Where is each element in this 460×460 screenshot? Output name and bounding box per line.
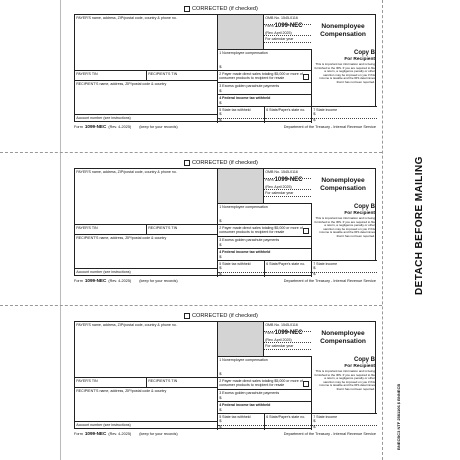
footer-form-number: 1099-NEC bbox=[84, 431, 107, 436]
box-4-dollar: $ bbox=[219, 254, 222, 260]
box-2-label-line-2: consumer products to recipient for resale bbox=[219, 75, 285, 80]
important-tax-note: This is important tax information and is being furnished to the IRS. If you are required to file a return, a negligence penalty or other sanction may be imposed on you if this income is taxable and the IRS determines that it has not been reported. bbox=[314, 62, 375, 84]
box-4-label: 4 Federal income tax withheld bbox=[219, 402, 271, 407]
box-2-checkbox[interactable] bbox=[303, 381, 309, 387]
box-5-dollar-1: $ bbox=[219, 265, 222, 271]
account-number-label: Account number (see instructions) bbox=[76, 115, 131, 120]
box-5-dollar-2: $ bbox=[219, 424, 222, 430]
gray-box bbox=[217, 15, 263, 49]
corrected-checkbox[interactable] bbox=[184, 313, 190, 319]
box-1-label: 1 Nonemployee compensation bbox=[219, 204, 268, 209]
box-7[interactable] bbox=[311, 413, 377, 430]
account-number-box[interactable] bbox=[75, 114, 217, 123]
payer-tin-box[interactable] bbox=[75, 70, 146, 80]
box-6-label: 6 State/Payer's state no. bbox=[266, 414, 306, 419]
form-title bbox=[311, 17, 375, 47]
box-5-dollar-2: $ bbox=[219, 271, 222, 277]
box-3-dollar: $ bbox=[219, 88, 222, 94]
box-1[interactable] bbox=[217, 203, 311, 224]
recipient-tin-box[interactable] bbox=[146, 70, 217, 80]
title-line-1: Nonemployee bbox=[321, 177, 365, 184]
copy-b-label: Copy B bbox=[354, 357, 375, 363]
account-number-label: Account number (see instructions) bbox=[76, 269, 131, 274]
footer-revision: (Rev. 4-2025) bbox=[108, 278, 132, 283]
box-6-label: 6 State/Payer's state no. bbox=[266, 261, 306, 266]
title-line-1: Nonemployee bbox=[321, 330, 365, 337]
box-1-dollar: $ bbox=[219, 218, 222, 224]
form-title bbox=[311, 324, 375, 354]
omb-number: OMB No. 1545-0116 bbox=[265, 169, 298, 174]
omb-form-box bbox=[263, 15, 311, 49]
box-1-dollar: $ bbox=[219, 371, 222, 377]
payer-tin-label: PAYER'S TIN bbox=[76, 225, 98, 230]
form-prefix: Form bbox=[265, 23, 274, 28]
box-2-label-line-1: 2 Payer made direct sales totaling $5,000 or more of bbox=[219, 71, 303, 76]
box-7-label: 7 State income bbox=[313, 414, 338, 419]
box-2-label-line-1: 2 Payer made direct sales totaling $5,000 or more of bbox=[219, 378, 303, 383]
title-line-2: Compensation bbox=[320, 337, 366, 345]
form-number: 1099-NEC bbox=[274, 176, 303, 183]
box-5[interactable] bbox=[217, 106, 264, 123]
box-7-dollar-2: $ bbox=[313, 117, 316, 123]
box-2-checkbox[interactable] bbox=[303, 74, 309, 80]
gray-box bbox=[217, 322, 263, 356]
box-2 bbox=[217, 70, 311, 82]
box-5-dollar-1: $ bbox=[219, 418, 222, 424]
form-prefix: Form bbox=[265, 177, 274, 182]
box-5[interactable] bbox=[217, 260, 264, 277]
recipient-name-label: RECIPIENT'S name, address, ZIP/postal code & country bbox=[76, 388, 167, 393]
box-3[interactable] bbox=[217, 82, 311, 94]
footer-form-prefix: Form bbox=[74, 278, 83, 283]
corrected-label: CORRECTED (if checked) bbox=[192, 160, 258, 166]
payer-name-box[interactable] bbox=[75, 169, 217, 224]
box-4-label: 4 Federal income tax withheld bbox=[219, 95, 271, 100]
box-3-dollar: $ bbox=[219, 242, 222, 248]
box-7-dollar-2: $ bbox=[313, 424, 316, 430]
vertical-perforation bbox=[382, 0, 383, 460]
calendar-year-label: For calendar year bbox=[265, 36, 294, 41]
box-6[interactable] bbox=[264, 413, 311, 430]
box-6[interactable] bbox=[264, 106, 311, 123]
footer-revision: (Rev. 4-2025) bbox=[108, 431, 132, 436]
box-5-label: 5 State tax withheld bbox=[219, 261, 251, 266]
footer-form-prefix: Form bbox=[74, 431, 83, 436]
payer-tin-label: PAYER'S TIN bbox=[76, 71, 98, 76]
form-title bbox=[311, 171, 375, 201]
footer-keep-records: (keep for your records) bbox=[139, 431, 178, 436]
recipient-tin-label: RECIPIENT'S TIN bbox=[148, 71, 178, 76]
payer-tin-box[interactable] bbox=[75, 224, 146, 234]
form-number: 1099-NEC bbox=[274, 329, 303, 336]
copy-b-label: Copy B bbox=[354, 204, 375, 210]
payer-name-label: PAYER'S name, address, ZIP/postal code, country & phone no. bbox=[76, 15, 177, 20]
detach-before-mailing-text bbox=[412, 155, 432, 295]
footer-form-prefix: Form bbox=[74, 124, 83, 129]
recipient-tin-label: RECIPIENT'S TIN bbox=[148, 225, 178, 230]
payer-tin-label: PAYER'S TIN bbox=[76, 378, 98, 383]
calendar-year-label: For calendar year bbox=[265, 343, 294, 348]
recipient-name-box[interactable] bbox=[75, 80, 217, 114]
box-2 bbox=[217, 377, 311, 389]
omb-number: OMB No. 1545-0116 bbox=[265, 322, 298, 327]
box-7-dollar-1: $ bbox=[313, 418, 316, 424]
box-3-dollar: $ bbox=[219, 395, 222, 401]
box-1[interactable] bbox=[217, 356, 311, 377]
box-1[interactable] bbox=[217, 49, 311, 70]
gray-box bbox=[217, 169, 263, 203]
form-footer bbox=[74, 277, 376, 284]
revision-date: (Rev. April 2025) bbox=[265, 185, 292, 189]
payer-tin-box[interactable] bbox=[75, 377, 146, 387]
revision-date: (Rev. April 2025) bbox=[265, 31, 292, 35]
footer-form-number: 1099-NEC bbox=[84, 124, 107, 129]
horizontal-perforation-1 bbox=[0, 152, 382, 153]
box-4[interactable] bbox=[217, 401, 311, 413]
copy-b-label: Copy B bbox=[354, 50, 375, 56]
payer-name-label: PAYER'S name, address, ZIP/postal code, country & phone no. bbox=[76, 169, 177, 174]
account-number-label: Account number (see instructions) bbox=[76, 422, 131, 427]
box-5-dollar-2: $ bbox=[219, 117, 222, 123]
box-5-label: 5 State tax withheld bbox=[219, 107, 251, 112]
corrected-label: CORRECTED (if checked) bbox=[192, 313, 258, 319]
omb-number: OMB No. 1545-0116 bbox=[265, 15, 298, 20]
corrected-header bbox=[184, 5, 258, 13]
recipient-name-box[interactable] bbox=[75, 387, 217, 421]
footer-form-number: 1099-NEC bbox=[84, 278, 107, 283]
side-code-text bbox=[396, 360, 406, 450]
footer-department: Department of the Treasury - Internal Revenue Service bbox=[283, 124, 376, 129]
box-7[interactable] bbox=[311, 260, 377, 277]
calendar-year-label: For calendar year bbox=[265, 190, 294, 195]
title-line-2: Compensation bbox=[320, 30, 366, 38]
box-5-label: 5 State tax withheld bbox=[219, 414, 251, 419]
box-5-dollar-1: $ bbox=[219, 111, 222, 117]
corrected-header bbox=[184, 312, 258, 320]
title-line-2: Compensation bbox=[320, 184, 366, 192]
revision-date: (Rev. April 2025) bbox=[265, 338, 292, 342]
omb-form-box bbox=[263, 169, 311, 203]
form-1099-nec bbox=[74, 5, 382, 131]
box-2-label-line-1: 2 Payer made direct sales totaling $5,000 or more of bbox=[219, 225, 303, 230]
footer-keep-records: (keep for your records) bbox=[139, 278, 178, 283]
corrected-checkbox[interactable] bbox=[184, 160, 190, 166]
account-number-box[interactable] bbox=[75, 421, 217, 430]
box-3-label: 3 Excess golden parachute payments bbox=[219, 237, 280, 242]
box-7[interactable] bbox=[311, 106, 377, 123]
side-code-label: BNECBC3 NTF 2581106 $ BNNECB bbox=[396, 383, 401, 450]
form-prefix: Form bbox=[265, 330, 274, 335]
box-7-label: 7 State income bbox=[313, 261, 338, 266]
box-3-label: 3 Excess golden parachute payments bbox=[219, 390, 280, 395]
box-4[interactable] bbox=[217, 248, 311, 260]
box-1-label: 1 Nonemployee compensation bbox=[219, 357, 268, 362]
horizontal-perforation-2 bbox=[0, 305, 382, 306]
box-4-dollar: $ bbox=[219, 407, 222, 413]
detach-label: DETACH BEFORE MAILING bbox=[414, 156, 425, 295]
box-7-label: 7 State income bbox=[313, 107, 338, 112]
recipient-tin-label: RECIPIENT'S TIN bbox=[148, 378, 178, 383]
payer-name-box[interactable] bbox=[75, 322, 217, 377]
box-7-dollar-1: $ bbox=[313, 265, 316, 271]
for-recipient-label: For Recipient bbox=[344, 211, 375, 216]
payer-name-box[interactable] bbox=[75, 15, 217, 70]
box-2-label-line-2: consumer products to recipient for resale bbox=[219, 382, 285, 387]
form-number: 1099-NEC bbox=[274, 22, 303, 29]
title-line-1: Nonemployee bbox=[321, 23, 365, 30]
box-4[interactable] bbox=[217, 94, 311, 106]
sheet-left-margin-line bbox=[60, 0, 61, 460]
recipient-tin-box[interactable] bbox=[146, 224, 217, 234]
form-footer bbox=[74, 123, 376, 130]
box-3[interactable] bbox=[217, 389, 311, 401]
box-2 bbox=[217, 224, 311, 236]
footer-keep-records: (keep for your records) bbox=[139, 124, 178, 129]
box-6-label: 6 State/Payer's state no. bbox=[266, 107, 306, 112]
box-2-label-line-2: consumer products to recipient for resale bbox=[219, 229, 285, 234]
box-5[interactable] bbox=[217, 413, 264, 430]
recipient-name-label: RECIPIENT'S name, address, ZIP/postal code & country bbox=[76, 235, 167, 240]
box-3[interactable] bbox=[217, 236, 311, 248]
box-4-label: 4 Federal income tax withheld bbox=[219, 249, 271, 254]
omb-form-box bbox=[263, 322, 311, 356]
recipient-tin-box[interactable] bbox=[146, 377, 217, 387]
box-7-dollar-1: $ bbox=[313, 111, 316, 117]
box-3-label: 3 Excess golden parachute payments bbox=[219, 83, 280, 88]
corrected-label: CORRECTED (if checked) bbox=[192, 6, 258, 12]
form-footer bbox=[74, 430, 376, 437]
account-number-box[interactable] bbox=[75, 268, 217, 277]
footer-department: Department of the Treasury - Internal Revenue Service bbox=[283, 431, 376, 436]
footer-revision: (Rev. 4-2025) bbox=[108, 124, 132, 129]
form-1099-nec bbox=[74, 159, 382, 285]
recipient-name-label: RECIPIENT'S name, address, ZIP/postal code & country bbox=[76, 81, 167, 86]
payer-name-label: PAYER'S name, address, ZIP/postal code, country & phone no. bbox=[76, 322, 177, 327]
corrected-header bbox=[184, 159, 258, 167]
box-1-dollar: $ bbox=[219, 64, 222, 70]
important-tax-note: This is important tax information and is being furnished to the IRS. If you are required to file a return, a negligence penalty or other sanction may be imposed on you if this income is taxable and the IRS determines that it has not been reported. bbox=[314, 369, 375, 391]
recipient-name-box[interactable] bbox=[75, 234, 217, 268]
box-4-dollar: $ bbox=[219, 100, 222, 106]
important-tax-note: This is important tax information and is being furnished to the IRS. If you are required to file a return, a negligence penalty or other sanction may be imposed on you if this income is taxable and the IRS determines that it has not been reported. bbox=[314, 216, 375, 238]
box-1-label: 1 Nonemployee compensation bbox=[219, 50, 268, 55]
for-recipient-label: For Recipient bbox=[344, 364, 375, 369]
footer-department: Department of the Treasury - Internal Revenue Service bbox=[283, 278, 376, 283]
form-grid bbox=[74, 168, 376, 276]
form-grid bbox=[74, 14, 376, 122]
box-7-dollar-2: $ bbox=[313, 271, 316, 277]
box-6[interactable] bbox=[264, 260, 311, 277]
corrected-checkbox[interactable] bbox=[184, 6, 190, 12]
form-1099-nec bbox=[74, 312, 382, 438]
form-grid bbox=[74, 321, 376, 429]
box-2-checkbox[interactable] bbox=[303, 228, 309, 234]
for-recipient-label: For Recipient bbox=[344, 57, 375, 62]
